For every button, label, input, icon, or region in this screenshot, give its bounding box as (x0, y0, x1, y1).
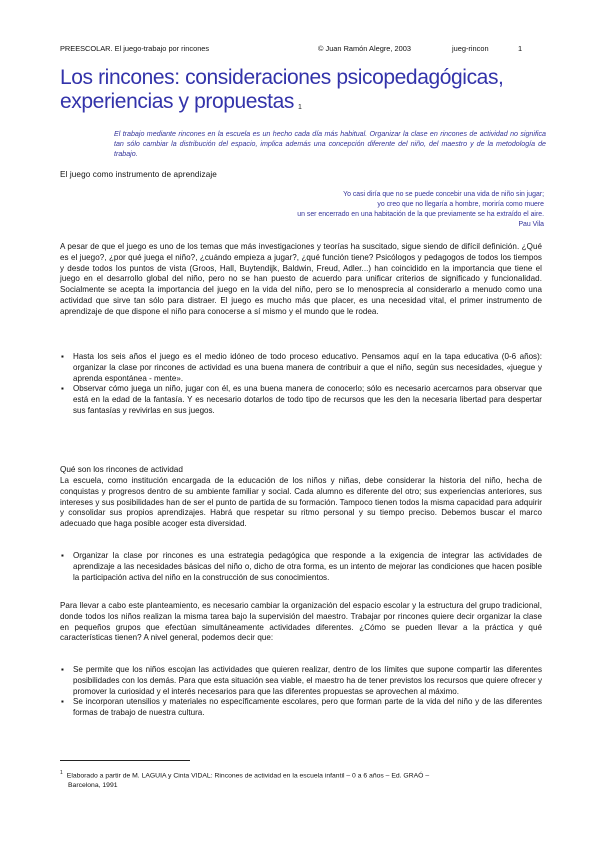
title-footnote-mark: 1 (297, 104, 302, 111)
quote-line: yo creo que no llegaría a hombre, moriría como muere (377, 201, 544, 208)
footnote-mark: 1 (60, 770, 63, 776)
section-heading-rincones: Qué son los rincones de actividad (60, 465, 183, 474)
bullet-list-estrategia (60, 551, 542, 583)
abstract: El trabajo mediante rincones en la escuela es un hecho cada día más habitual. Organizar la clase en rincones de actividad no significa tan sólo cambiar la distribución del espacio, implica además una concepción diferente del niño, del maestro y de la metodología de trabajo. (114, 130, 546, 159)
header-author: © Juan Ramón Alegre, 2003 (318, 44, 411, 53)
header-file: jueg-rincon (452, 44, 489, 53)
quote-author: Pau Vila (518, 221, 544, 228)
quote-line: Yo casi diría que no se puede concebir una vida de niño sin jugar; (343, 191, 544, 198)
list-item: ▪ Se incorporan utensilios y materiales no específicamente escolares, pero que forman parte de la vida del niño y de las diferentes formas de trabajo de nuestra cultura. (60, 697, 542, 719)
paragraph-planteamiento: Para llevar a cabo este planteamiento, es necesario cambiar la organización del espacio escolar y la estructura del grupo tradicional, donde todos los niños realizan la misma tarea bajo la supervisión del maestro. Trabajar por rincones quiere decir organizar la clase en pequeños grupos que efectúan simultáneamente actividades diferentes. ¿Cómo se pueden llevar a la práctica y qué características tienen? A nivel general, podemos decir que: (60, 601, 542, 643)
bullet-list-caracteristicas (60, 665, 542, 719)
paragraph-escuela: La escuela, como institución encargada de la educación de los niños y niñas, debe considerar la historia del niño, hecha de conquistas y progresos dentro de su ambiente familiar y social. Cada alumno es diferente del otro; sus experiencias anteriores, sus intereses y sus posibilidades han de ser el punto de partida de su formación. Tampoco tienen todos la misma capacidad para adquirir y consolidar sus propios aprendizajes. Habrá que respetar su ritmo personal y su tiempo preciso. Debemos buscar el marco adecuado que haga posible acoger esta diversidad. (60, 476, 542, 528)
list-item: ▪ Organizar la clase por rincones es una estrategia pedagógica que responde a la exigencia de integrar las actividades de aprendizaje a las necesidades básicas del niño o, dicho de otra forma, es un intento de mejorar las condiciones que hacen posible la participación activa del niño en la construcción de sus conocimientos. (60, 551, 542, 583)
header-page-number: 1 (518, 44, 523, 53)
quote-line: un ser encerrado en una habitación de la que previamente se ha extraído el aire. (297, 211, 544, 218)
footnote-line: Barcelona, 1991 (68, 782, 118, 790)
list-item: ▪ Observar cómo juega un niño, jugar con él, es una buena manera de conocerlo; sólo es necesario acercarnos para observar que está en la edad de la fantasía. Y es necesario dotarlos de todo tipo de recursos que les den la necesaria libertad para despertar sus fantasías y revivirlas en sus juegos. (60, 384, 542, 416)
epigraph-quote (214, 190, 544, 230)
bullet-list-juego (60, 352, 542, 417)
document-title (60, 66, 550, 114)
header-title: PREESCOLAR. El juego-trabajo por rincones (60, 44, 210, 53)
list-item: ▪ Se permite que los niños escojan las actividades que quieren realizar, dentro de los límites que supone compartir las diferentes posibilidades con los demás. Para que esta situación sea viable, el maestro ha de tener previstos los recursos que quiere ofrecer y promover la curiosidad y el interés necesarios para que las diferentes propuestas se aprovechen al máximo. (60, 665, 542, 697)
list-item: ▪ Hasta los seis años el juego es el medio idóneo de todo proceso educativo. Pensamos aquí en la tapa educativa (0-6 años): organizar la clase por rincones de actividad es una buena manera de contribuir a que el niño, según sus necesidades, «juegue y aprenda espontánea - mente». (60, 352, 542, 384)
section-heading-juego: El juego como instrumento de aprendizaje (60, 170, 217, 179)
footnote-line: Elaborado a partir de M. LAGUIA y Cinta VIDAL: Rincones de actividad en la escuela infantil – 0 a 6 años – Ed. GRAÓ – (66, 772, 430, 780)
footnote (60, 768, 540, 791)
title-text: Los rincones: consideraciones psicopedagógicas, experiencias y propuestas (60, 66, 504, 113)
paragraph-juego: A pesar de que el juego es uno de los temas que más investigaciones y teorías ha suscitado, sigue siendo de difícil definición. ¿Qué es el juego?, ¿por qué juega el niño?, ¿cuándo empieza a jugar?, ¿qué función tiene? Psicólogos y pedagogos de todos los tiempos y desde todos los puntos de vista (Groos, Hall, Buytendijk, Baldwin, Freud, Adler...) han coincidido en la importancia que tiene el juego en el desarrollo global del niño, pero no se han puesto de acuerdo para unificar criterios de significado y funcionalidad. Socialmente se acepta la importancia del juego en la vida del niño, pero se lo menosprecia al considerarlo a menudo como una actividad que sirve tan sólo para distraer. El juego es mucho más que placer, es una necesidad vital, el primer instrumento de aprendizaje de que dispone el niño para conocerse a sí mismo y el mundo que le rodea. (60, 242, 542, 316)
footnote-divider (60, 760, 190, 761)
